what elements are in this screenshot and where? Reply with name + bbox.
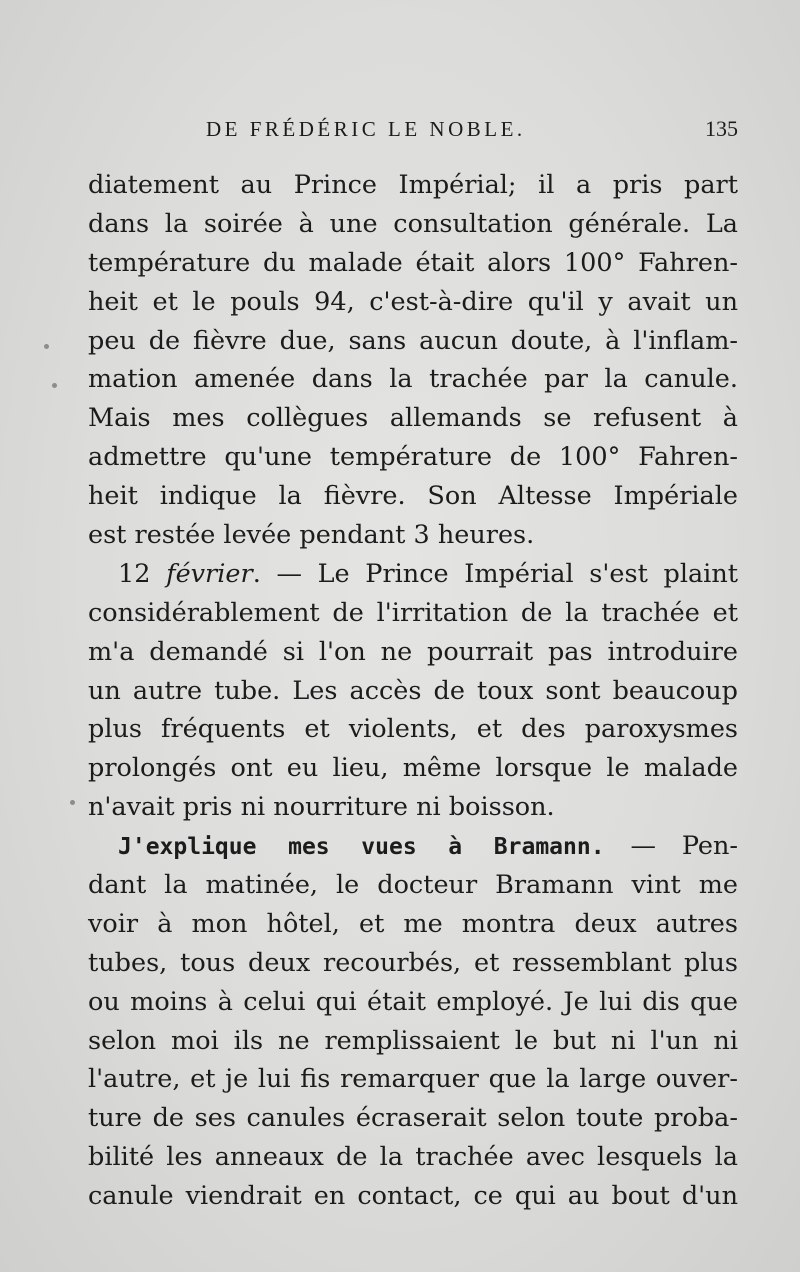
section-heading-line [88,827,738,866]
text-line: l'autre, et je lui fis remarquer que la large ouver- [88,1064,738,1095]
section-heading: J'explique mes vues à Bramann. [118,834,605,861]
text-line: diatement au Prince Impérial; il a pris part [88,170,738,200]
text-line: plus fréquents et violents, et des paroxysmes [88,714,738,745]
text-line: m'a demandé si l'on ne pourrait pas introduire [88,636,738,667]
entry-text: . — Le Prince Impérial s'est plaint [252,558,738,589]
text-line: dans la soirée à une consultation générale. La [88,208,738,239]
text-line: prolongés ont eu lieu, même lorsque le malade [88,753,738,784]
text-line: est restée levée pendant 3 heures. [88,520,535,551]
paper-speck [70,800,75,805]
paper-speck [44,344,49,349]
body-text [88,166,738,1216]
text-line: selon moi ils ne remplissaient le but ni l'un ni [88,1025,738,1056]
text-line: peu de fièvre due, sans aucun doute, à l'inflam- [88,325,738,356]
text-line: voir à mon hôtel, et me montra deux autres [88,908,738,939]
page-number: 135 [705,116,738,141]
text-line: admettre qu'une température de 100° Fahren- [88,442,738,473]
text-line: ture de ses canules écraserait selon toute proba- [88,1103,738,1134]
text-line: heit et le pouls 94, c'est-à-dire qu'il y avait un [88,286,738,317]
running-title: DE FRÉDÉRIC LE NOBLE. [206,117,526,141]
entry-date: 12 [118,558,151,589]
running-head [88,112,738,146]
text-line: température du malade était alors 100° Fahren- [88,247,738,278]
text-line: Mais mes collègues allemands se refusent à [88,403,738,434]
text-line: considérablement de l'irritation de la trachée et [88,597,738,628]
paper-speck [52,383,57,388]
section-heading-rest: — Pen- [604,831,738,862]
text-line: bilité les anneaux de la trachée avec lesquels la [88,1142,738,1173]
text-line: ou moins à celui qui était employé. Je lui dis que [88,986,738,1017]
text-line: heit indique la fièvre. Son Altesse Impériale [88,481,738,512]
text-line: dant la matinée, le docteur Bramann vint me [88,870,738,901]
text-line: tubes, tous deux recourbés, et ressemblant plus [88,947,738,978]
text-line: n'avait pris ni nourriture ni boisson. [88,792,555,823]
entry-month: février [166,558,253,589]
dated-entry-line [88,555,738,594]
text-line: canule viendrait en contact, ce qui au bout d'un [88,1181,738,1212]
text-line: un autre tube. Les accès de toux sont beaucoup [88,675,738,706]
text-line: mation amenée dans la trachée par la canule. [88,364,738,395]
